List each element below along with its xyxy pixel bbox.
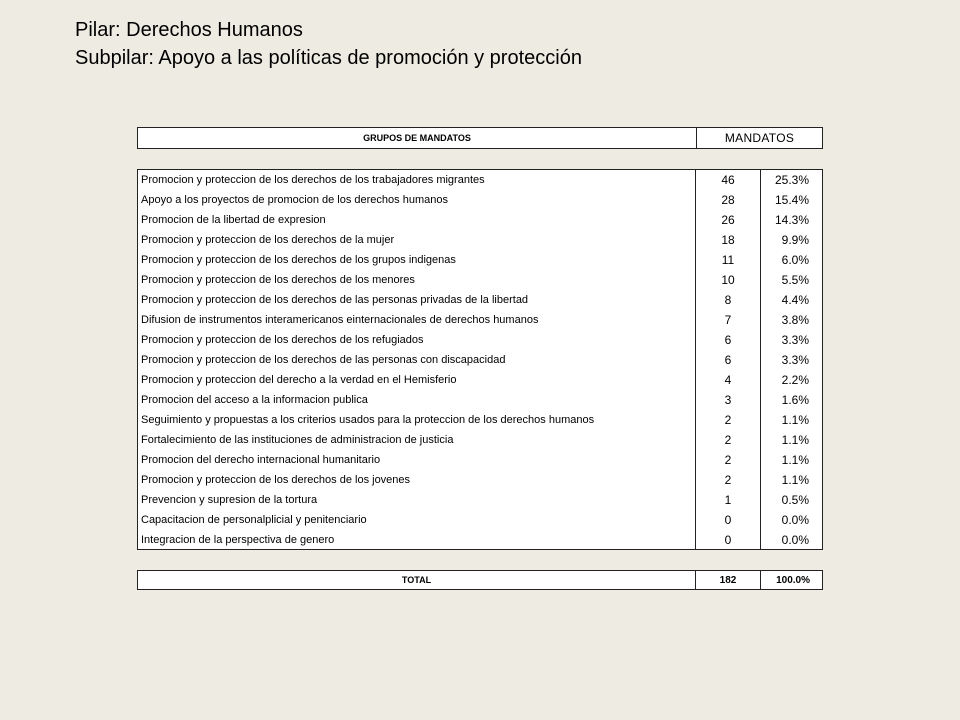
row-name: Promocion del acceso a la informacion publica (141, 394, 368, 406)
row-name: Difusion de instrumentos interamericanos einternacionales de derechos humanos (141, 314, 539, 326)
row-percent: 0.0% (781, 513, 809, 527)
row-name: Promocion y proteccion de los derechos de los grupos indigenas (141, 254, 456, 266)
row-count: 46 (721, 173, 735, 187)
mandates-table (137, 169, 823, 550)
row-percent: 14.3% (774, 213, 809, 227)
row-name: Promocion de la libertad de expresion (141, 214, 326, 226)
row-name: Promocion y proteccion de los derechos de la mujer (141, 234, 395, 246)
total-percent: 100.0% (776, 574, 810, 586)
percent-column (761, 170, 822, 549)
row-name: Promocion y proteccion de los derechos de las personas privadas de la libertad (141, 294, 529, 306)
row-count: 2 (724, 433, 732, 447)
row-percent: 3.8% (781, 313, 809, 327)
row-count: 18 (721, 233, 735, 247)
row-count: 1 (724, 493, 732, 507)
row-percent: 3.3% (781, 353, 809, 367)
count-column (696, 170, 761, 549)
row-percent: 2.2% (781, 373, 809, 387)
mandates-header: MANDATOS (724, 131, 795, 145)
subpilar-title: Subpilar: Apoyo a las políticas de promoción y protección (75, 47, 582, 69)
title-block (75, 16, 582, 72)
row-percent: 1.1% (781, 453, 809, 467)
row-count: 8 (724, 293, 732, 307)
row-count: 2 (724, 453, 732, 467)
row-percent: 0.0% (781, 533, 809, 547)
groups-header: GRUPOS DE MANDATOS (138, 128, 697, 148)
row-name: Promocion y proteccion del derecho a la verdad en el Hemisferio (141, 374, 457, 386)
row-count: 10 (721, 273, 735, 287)
row-count: 3 (724, 393, 732, 407)
total-count: 182 (696, 571, 761, 589)
row-percent: 3.3% (781, 333, 809, 347)
total-label: TOTAL (138, 571, 696, 589)
row-name: Capacitacion de personalplicial y penitenciario (141, 514, 367, 526)
row-percent: 0.5% (781, 493, 809, 507)
row-name: Fortalecimiento de las instituciones de administracion de justicia (141, 434, 454, 446)
row-name: Promocion y proteccion de los derechos de las personas con discapacidad (141, 354, 506, 366)
row-percent: 4.4% (781, 293, 809, 307)
table-header (137, 127, 823, 149)
row-percent: 1.1% (781, 473, 809, 487)
row-percent: 5.5% (781, 273, 809, 287)
row-name: Promocion y proteccion de los derechos de los menores (141, 274, 415, 286)
row-percent: 9.9% (781, 233, 809, 247)
row-count: 0 (724, 533, 732, 547)
row-percent: 25.3% (774, 173, 809, 187)
row-count: 2 (724, 473, 732, 487)
row-count: 0 (724, 513, 732, 527)
row-count: 2 (724, 413, 732, 427)
row-percent: 1.1% (781, 413, 809, 427)
row-percent: 15.4% (774, 193, 809, 207)
row-count: 7 (724, 313, 732, 327)
row-percent: 1.1% (781, 433, 809, 447)
row-count: 4 (724, 373, 732, 387)
row-count: 28 (721, 193, 735, 207)
pilar-title: Pilar: Derechos Humanos (75, 19, 303, 41)
row-count: 26 (721, 213, 735, 227)
total-row (137, 570, 823, 590)
name-column (138, 170, 696, 549)
row-count: 11 (721, 253, 735, 267)
row-percent: 1.6% (781, 393, 809, 407)
row-count: 6 (724, 353, 732, 367)
row-count: 6 (724, 333, 732, 347)
row-name: Promocion y proteccion de los derechos de los trabajadores migrantes (141, 174, 485, 186)
row-name: Promocion y proteccion de los derechos de los jovenes (141, 474, 411, 486)
row-name: Prevencion y supresion de la tortura (141, 494, 318, 506)
row-percent: 6.0% (781, 253, 809, 267)
row-name: Apoyo a los proyectos de promocion de los derechos humanos (141, 194, 448, 206)
row-name: Promocion y proteccion de los derechos de los refugiados (141, 334, 424, 346)
row-name: Promocion del derecho internacional humanitario (141, 454, 381, 466)
row-name: Integracion de la perspectiva de genero (141, 534, 335, 546)
row-name: Seguimiento y propuestas a los criterios usados para la proteccion de los derechos humanos (141, 414, 595, 426)
